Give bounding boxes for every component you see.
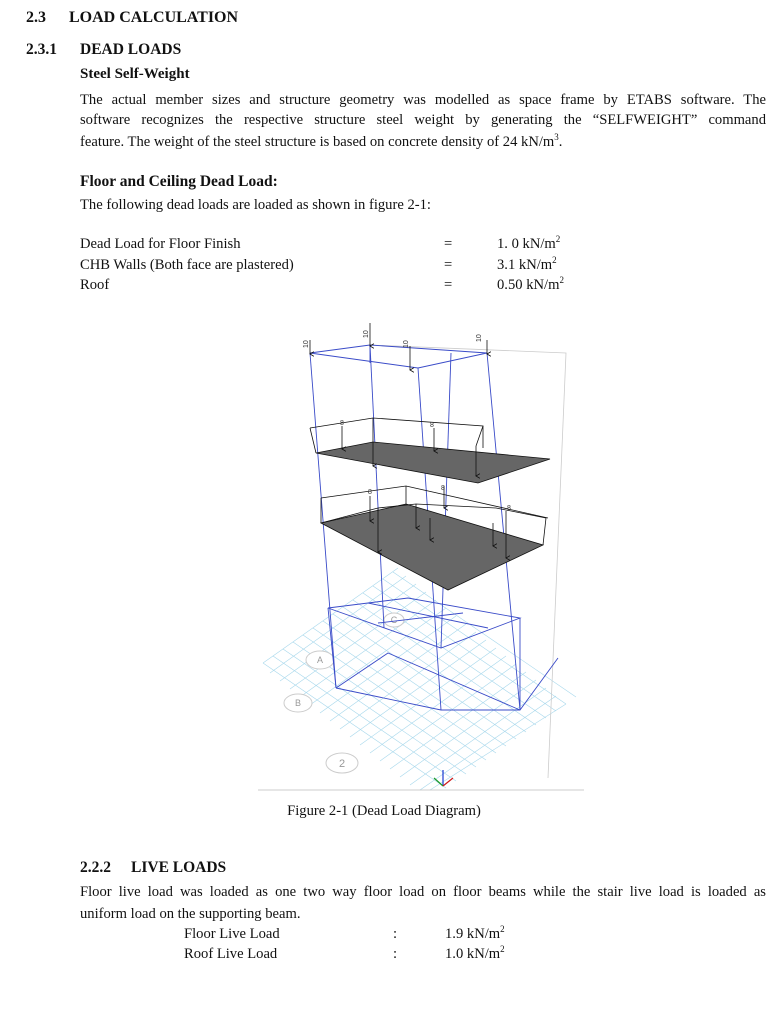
- live-load-row-sep: :: [393, 946, 398, 962]
- ground-grid: [263, 568, 576, 790]
- roof-load-label: 10: [303, 340, 310, 348]
- live-paragraph-line-2: uniform load on the supporting beam.: [80, 906, 301, 922]
- steel-self-weight-heading: Steel Self-Weight: [80, 66, 190, 82]
- grid-bubble-label: 2: [338, 758, 346, 770]
- live-load-row-label: Floor Live Load: [184, 926, 280, 942]
- live-load-row-label: Roof Live Load: [184, 946, 278, 962]
- live-loads-title: LIVE LOADS: [131, 859, 227, 876]
- grid-bubble-label: A: [316, 655, 324, 665]
- live-loads-number: 2.2.2: [80, 859, 111, 876]
- dead-loads-title: DEAD LOADS: [80, 41, 182, 58]
- dead-loads-number: 2.3.1: [26, 41, 57, 58]
- lower-floor-slab: [321, 486, 548, 590]
- dead-load-row-eq: =: [444, 277, 453, 293]
- dead-load-row-label: Dead Load for Floor Finish: [80, 236, 241, 252]
- dead-load-row-value: 1. 0 $kN/m^2$: [497, 234, 561, 252]
- grid-bubble-label: C: [390, 615, 398, 625]
- dead-load-row-eq: =: [444, 236, 453, 252]
- live-paragraph-line-1: Floor live load was loaded as one two way floor load on floor beams while the stair live load is loaded as: [80, 884, 766, 900]
- dead-load-row-label: Roof: [80, 277, 110, 293]
- dead-load-row-value: 3.1 $kN/m^2$: [497, 255, 557, 273]
- roof-load-label: 10: [476, 334, 483, 342]
- dead-load-row-value: 0.50 $kN/m^2$: [497, 275, 564, 293]
- dead-load-row-label: CHB Walls (Both face are plastered): [80, 257, 294, 273]
- grid-bubble-label: B: [294, 698, 302, 708]
- figure-caption: Figure 2-1 (Dead Load Diagram): [287, 803, 481, 819]
- floor-load-label: 8: [507, 505, 511, 512]
- dead-load-diagram: [258, 318, 588, 798]
- steel-paragraph-line-1: The actual member sizes and structure geometry was modelled as space frame by ETABS software. The: [80, 92, 766, 108]
- floor-ceiling-heading: Floor and Ceiling Dead Load:: [80, 173, 278, 190]
- grid-bubbles: [284, 613, 404, 773]
- steel-paragraph-line-3: feature. The weight of the steel structure is based on concrete density of 24 $kN/m^3$.: [80, 132, 563, 150]
- floor-load-label: 8: [340, 420, 344, 427]
- floor-load-label: 8: [430, 422, 434, 429]
- floor-load-label: 8: [368, 489, 372, 496]
- live-load-row-value: 1.0 $kN/m^2$: [445, 944, 505, 962]
- live-load-row-sep: :: [393, 926, 398, 942]
- floor-load-label: 8: [441, 485, 445, 492]
- roof-load-label: 10: [363, 330, 370, 338]
- roof-load-label: 10: [403, 340, 410, 348]
- section-number: 2.3: [26, 9, 46, 26]
- steel-paragraph-line-2: software recognizes the respective structure steel weight by generating the “SELFWEIGHT” command: [80, 112, 766, 128]
- section-title: LOAD CALCULATION: [69, 9, 239, 26]
- floor-ceiling-intro: The following dead loads are loaded as shown in figure 2-1:: [80, 197, 431, 213]
- live-load-row-value: 1.9 $kN/m^2$: [445, 924, 505, 942]
- dead-load-row-eq: =: [444, 257, 453, 273]
